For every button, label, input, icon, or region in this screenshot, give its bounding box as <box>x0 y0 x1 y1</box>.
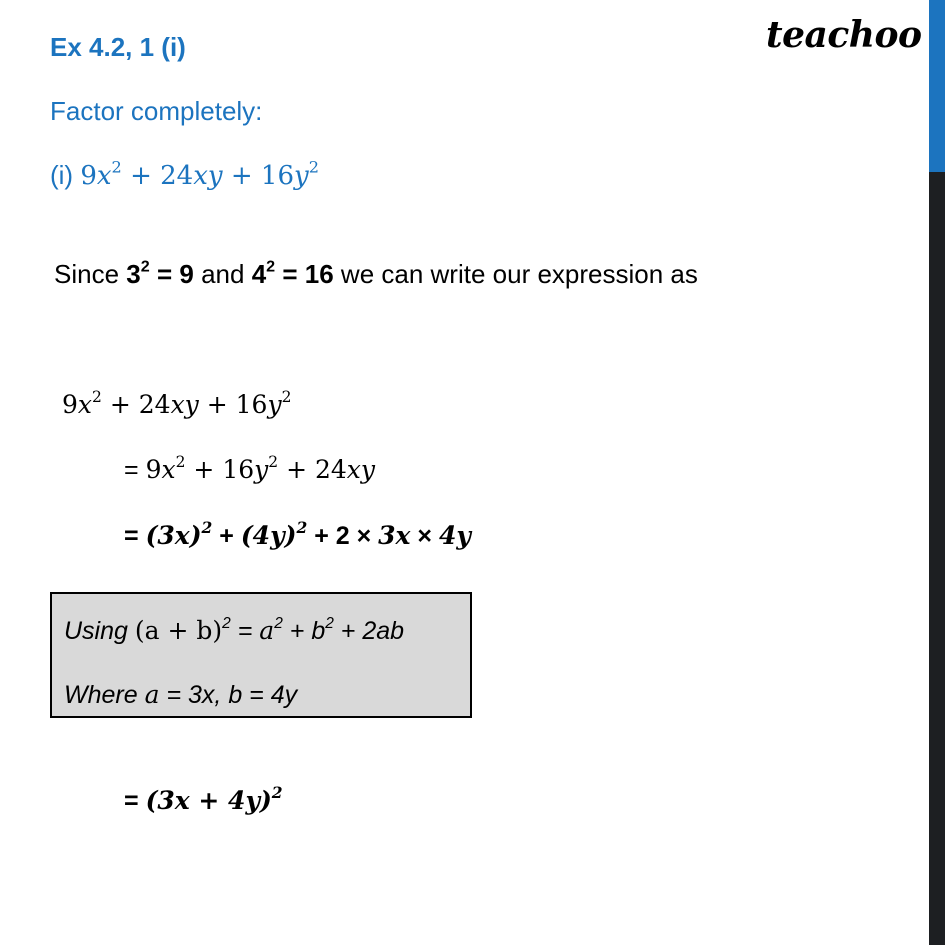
question-expression: $9x^2 + 24xy + 16y^2$ <box>80 157 319 191</box>
identity-substitution: Where a = 3x, b = 4y <box>64 680 298 709</box>
step-squares-form: = $(3x)^2 + (4y)^2 + 2 \times 3x \times 4y$ <box>124 518 471 550</box>
teachoo-logo: teachoo <box>766 14 922 56</box>
question-part-label: (i) <box>50 160 74 190</box>
page-title: Ex 4.2, 1 (i) <box>50 32 186 62</box>
final-answer: = $(3x + 4y)^2$ <box>124 783 283 815</box>
fact-3-squared: $3^2 = 9$ <box>126 257 194 289</box>
identity-callout-box <box>50 592 472 718</box>
question-label: Factor completely: <box>50 96 263 126</box>
scrollbar-thumb[interactable] <box>929 0 945 172</box>
question-part <box>50 157 319 191</box>
fact-4-squared: $4^2 = 16$ <box>251 257 334 289</box>
step-rearranged: = $9x^2 + 16y^2 + 24xy$ <box>124 453 376 484</box>
identity-formula: Using $(a + b)^2 = a^2 + b^2 + 2ab$ <box>64 615 405 645</box>
intro-sentence: Since $3^2 = 9$ and $4^2 = 16$ we can write our expression as <box>54 257 698 289</box>
step-original-expression: $9x^2 + 24xy + 16y^2$ <box>62 388 292 419</box>
